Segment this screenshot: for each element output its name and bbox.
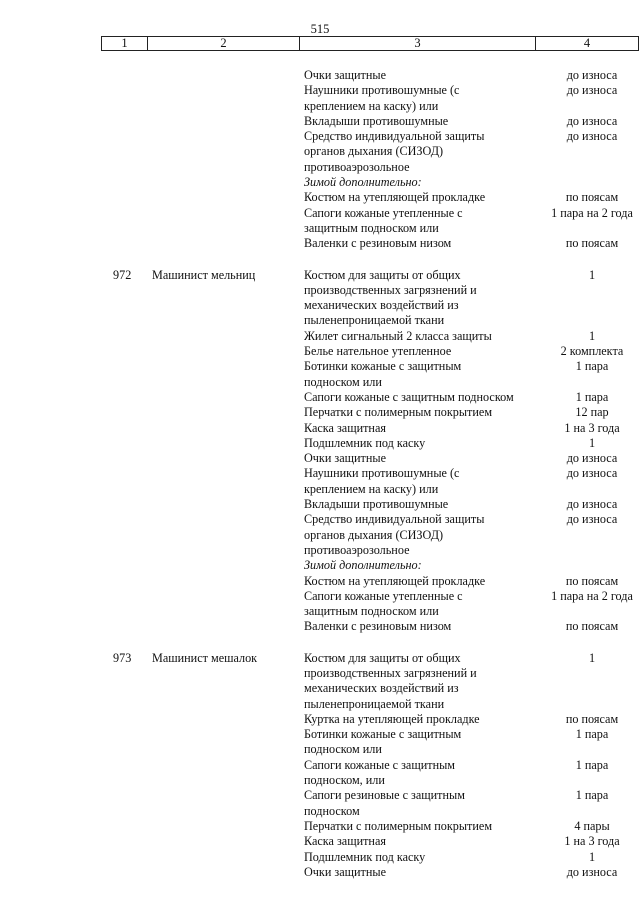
- issue-norm: 2 комплекта: [560, 344, 624, 359]
- ppe-item: Белье нательное утепленное: [304, 344, 452, 359]
- table-row: [0, 298, 640, 313]
- table-row: [0, 543, 640, 558]
- table-row: [0, 206, 640, 221]
- ppe-item: Наушники противошумные (с: [304, 466, 460, 481]
- table-row: [0, 405, 640, 420]
- table-row: [0, 712, 640, 727]
- table-row: [0, 268, 640, 283]
- issue-norm: 1: [588, 435, 596, 450]
- table-row: [0, 666, 640, 681]
- ppe-item: Средство индивидуальной защиты: [304, 129, 485, 144]
- issue-norm: [544, 528, 640, 543]
- profession-group: [0, 268, 640, 635]
- ppe-item: Костюм для защиты от общих: [304, 267, 461, 282]
- ppe-item: Костюм на утепляющей прокладке: [304, 190, 486, 205]
- table-row: [0, 804, 640, 819]
- issue-norm: до износа: [566, 129, 618, 144]
- table-row: [0, 390, 640, 405]
- ppe-item: Подшлемник под каску: [304, 435, 426, 450]
- table-row: [0, 236, 640, 251]
- issue-norm: по поясам: [565, 573, 619, 588]
- table-row: [0, 68, 640, 83]
- table-row: [0, 834, 640, 849]
- ppe-item: креплением на каску) или: [304, 98, 439, 113]
- issue-norm: 1: [588, 849, 596, 864]
- column-header-2: 2: [147, 37, 299, 50]
- issue-norm: [544, 482, 640, 497]
- profession-group: [0, 651, 640, 880]
- table-row: [0, 99, 640, 114]
- issue-norm: [544, 666, 640, 681]
- issue-norm: [544, 298, 640, 313]
- ppe-item: Перчатки с полимерным покрытием: [304, 405, 493, 420]
- table-row: [0, 221, 640, 236]
- table-row: [0, 114, 640, 129]
- issue-norm: по поясам: [565, 711, 619, 726]
- issue-norm: [544, 144, 640, 159]
- issue-norm: [544, 697, 640, 712]
- issue-norm: 1 пара: [575, 788, 609, 803]
- table-row: [0, 773, 640, 788]
- table-row: [0, 497, 640, 512]
- issue-norm: 1 на 3 года: [564, 834, 620, 849]
- issue-norm: 12 пар: [575, 405, 609, 420]
- ppe-item: механических воздействий из: [304, 681, 459, 696]
- issue-norm: до износа: [566, 68, 618, 82]
- ppe-item: креплением на каску) или: [304, 481, 439, 496]
- issue-norm: до износа: [566, 512, 618, 527]
- table-row: [0, 850, 640, 865]
- table-row: [0, 160, 640, 175]
- ppe-item: производственных загрязнений и: [304, 665, 477, 680]
- table-row: [0, 819, 640, 834]
- ppe-item: органов дыхания (СИЗОД): [304, 144, 444, 159]
- profession-number: 972: [113, 267, 132, 282]
- ppe-item: пыленепроницаемой ткани: [304, 696, 445, 711]
- ppe-item: подноском или: [304, 742, 382, 757]
- table-row: [0, 604, 640, 619]
- issue-norm: [544, 375, 640, 390]
- issue-norm: 4 пары: [574, 818, 610, 833]
- profession-name: Машинист мельниц: [152, 267, 256, 282]
- table-row: [0, 788, 640, 803]
- table-row: [0, 421, 640, 436]
- ppe-item: Очки защитные: [304, 68, 386, 82]
- issue-norm: 1: [588, 267, 596, 282]
- table-row: [0, 451, 640, 466]
- ppe-item: Ботинки кожаные с защитным: [304, 727, 462, 742]
- section-note: Зимой дополнительно:: [304, 175, 422, 190]
- ppe-item: Каска защитная: [304, 834, 386, 849]
- table-row: [0, 313, 640, 328]
- ppe-item: Сапоги кожаные утепленные с: [304, 205, 463, 220]
- ppe-item: Наушники противошумные (с: [304, 83, 460, 98]
- table-row: [0, 758, 640, 773]
- issue-norm: до износа: [566, 83, 618, 98]
- ppe-item: защитным подноском или: [304, 604, 439, 619]
- issue-norm: по поясам: [565, 190, 619, 205]
- issue-norm: по поясам: [565, 236, 619, 251]
- norms-table-body: [0, 68, 640, 880]
- column-header-3: 3: [299, 37, 535, 50]
- table-row: [0, 727, 640, 742]
- issue-norm: по поясам: [565, 619, 619, 634]
- table-row: [0, 619, 640, 634]
- issue-norm: до износа: [566, 466, 618, 481]
- table-row: [0, 83, 640, 98]
- table-row: [0, 175, 640, 190]
- issue-norm: 1: [588, 328, 596, 343]
- table-row: [0, 144, 640, 159]
- table-row: [0, 375, 640, 390]
- table-row: [0, 697, 640, 712]
- issue-norm: 1 пара на 2 года: [551, 588, 633, 603]
- table-row: [0, 129, 640, 144]
- table-row: [0, 344, 640, 359]
- page-number: 515: [310, 22, 330, 36]
- ppe-item: Подшлемник под каску: [304, 849, 426, 864]
- ppe-item: Сапоги кожаные утепленные с: [304, 588, 463, 603]
- table-row: [0, 359, 640, 374]
- ppe-item: Каска защитная: [304, 420, 386, 435]
- table-row: [0, 329, 640, 344]
- issue-norm: [544, 604, 640, 619]
- ppe-item: производственных загрязнений и: [304, 282, 477, 297]
- ppe-item: Сапоги резиновые с защитным: [304, 788, 465, 803]
- profession-group: [0, 68, 640, 252]
- ppe-item: Сапоги кожаные с защитным: [304, 757, 455, 772]
- ppe-item: Валенки с резиновым низом: [304, 236, 452, 251]
- ppe-item: Средство индивидуальной защиты: [304, 512, 485, 527]
- table-row: [0, 742, 640, 757]
- issue-norm: до износа: [566, 864, 618, 879]
- ppe-item: Перчатки с полимерным покрытием: [304, 818, 493, 833]
- table-row: [0, 865, 640, 880]
- ppe-item: Костюм на утепляющей прокладке: [304, 573, 486, 588]
- table-row: [0, 190, 640, 205]
- issue-norm: [544, 558, 640, 573]
- issue-norm: до износа: [566, 113, 618, 128]
- ppe-item: Сапоги кожаные с защитным подноском: [304, 389, 514, 404]
- ppe-item: противоаэрозольное: [304, 159, 410, 174]
- issue-norm: 1 на 3 года: [564, 420, 620, 435]
- issue-norm: [544, 99, 640, 114]
- table-row: [0, 589, 640, 604]
- issue-norm: [544, 283, 640, 298]
- ppe-item: Жилет сигнальный 2 класса защиты: [304, 328, 492, 343]
- issue-norm: 1 пара: [575, 359, 609, 374]
- ppe-item: пыленепроницаемой ткани: [304, 313, 445, 328]
- ppe-item: Куртка на утепляющей прокладке: [304, 711, 480, 726]
- ppe-item: органов дыхания (СИЗОД): [304, 527, 444, 542]
- table-row: [0, 558, 640, 573]
- ppe-item: Вкладыши противошумные: [304, 113, 449, 128]
- table-row: [0, 512, 640, 527]
- ppe-item: Костюм для защиты от общих: [304, 650, 461, 665]
- ppe-item: Валенки с резиновым низом: [304, 619, 452, 634]
- issue-norm: [544, 543, 640, 558]
- issue-norm: до износа: [566, 451, 618, 466]
- table-row: [0, 283, 640, 298]
- issue-norm: [544, 313, 640, 328]
- profession-name: Машинист мешалок: [152, 650, 258, 665]
- table-row: [0, 651, 640, 666]
- ppe-item: противоаэрозольное: [304, 542, 410, 557]
- ppe-item: подноском, или: [304, 773, 385, 788]
- ppe-item: Вкладыши противошумные: [304, 497, 449, 512]
- column-header-1: 1: [121, 36, 128, 50]
- table-row: [0, 482, 640, 497]
- issue-norm: [544, 221, 640, 236]
- ppe-item: Очки защитные: [304, 864, 386, 879]
- table-row: [0, 466, 640, 481]
- issue-norm: [544, 681, 640, 696]
- section-note: Зимой дополнительно:: [304, 558, 422, 573]
- issue-norm: [544, 742, 640, 757]
- table-row: [0, 574, 640, 589]
- ppe-item: Ботинки кожаные с защитным: [304, 359, 462, 374]
- issue-norm: 1 пара: [575, 389, 609, 404]
- issue-norm: [544, 804, 640, 819]
- ppe-item: подноском: [304, 803, 360, 818]
- table-row: [0, 528, 640, 543]
- ppe-item: защитным подноском или: [304, 220, 439, 235]
- ppe-item: механических воздействий из: [304, 298, 459, 313]
- column-header-row: [101, 36, 639, 51]
- issue-norm: [544, 160, 640, 175]
- ppe-item: подноском или: [304, 374, 382, 389]
- issue-norm: до износа: [566, 497, 618, 512]
- issue-norm: [544, 175, 640, 190]
- table-row: [0, 436, 640, 451]
- issue-norm: 1 пара: [575, 757, 609, 772]
- profession-number: 973: [113, 650, 132, 665]
- column-header-4: 4: [535, 37, 638, 50]
- issue-norm: 1 пара: [575, 727, 609, 742]
- table-row: [0, 681, 640, 696]
- issue-norm: 1: [588, 650, 596, 665]
- ppe-item: Очки защитные: [304, 451, 386, 466]
- issue-norm: 1 пара на 2 года: [551, 205, 633, 220]
- issue-norm: [544, 773, 640, 788]
